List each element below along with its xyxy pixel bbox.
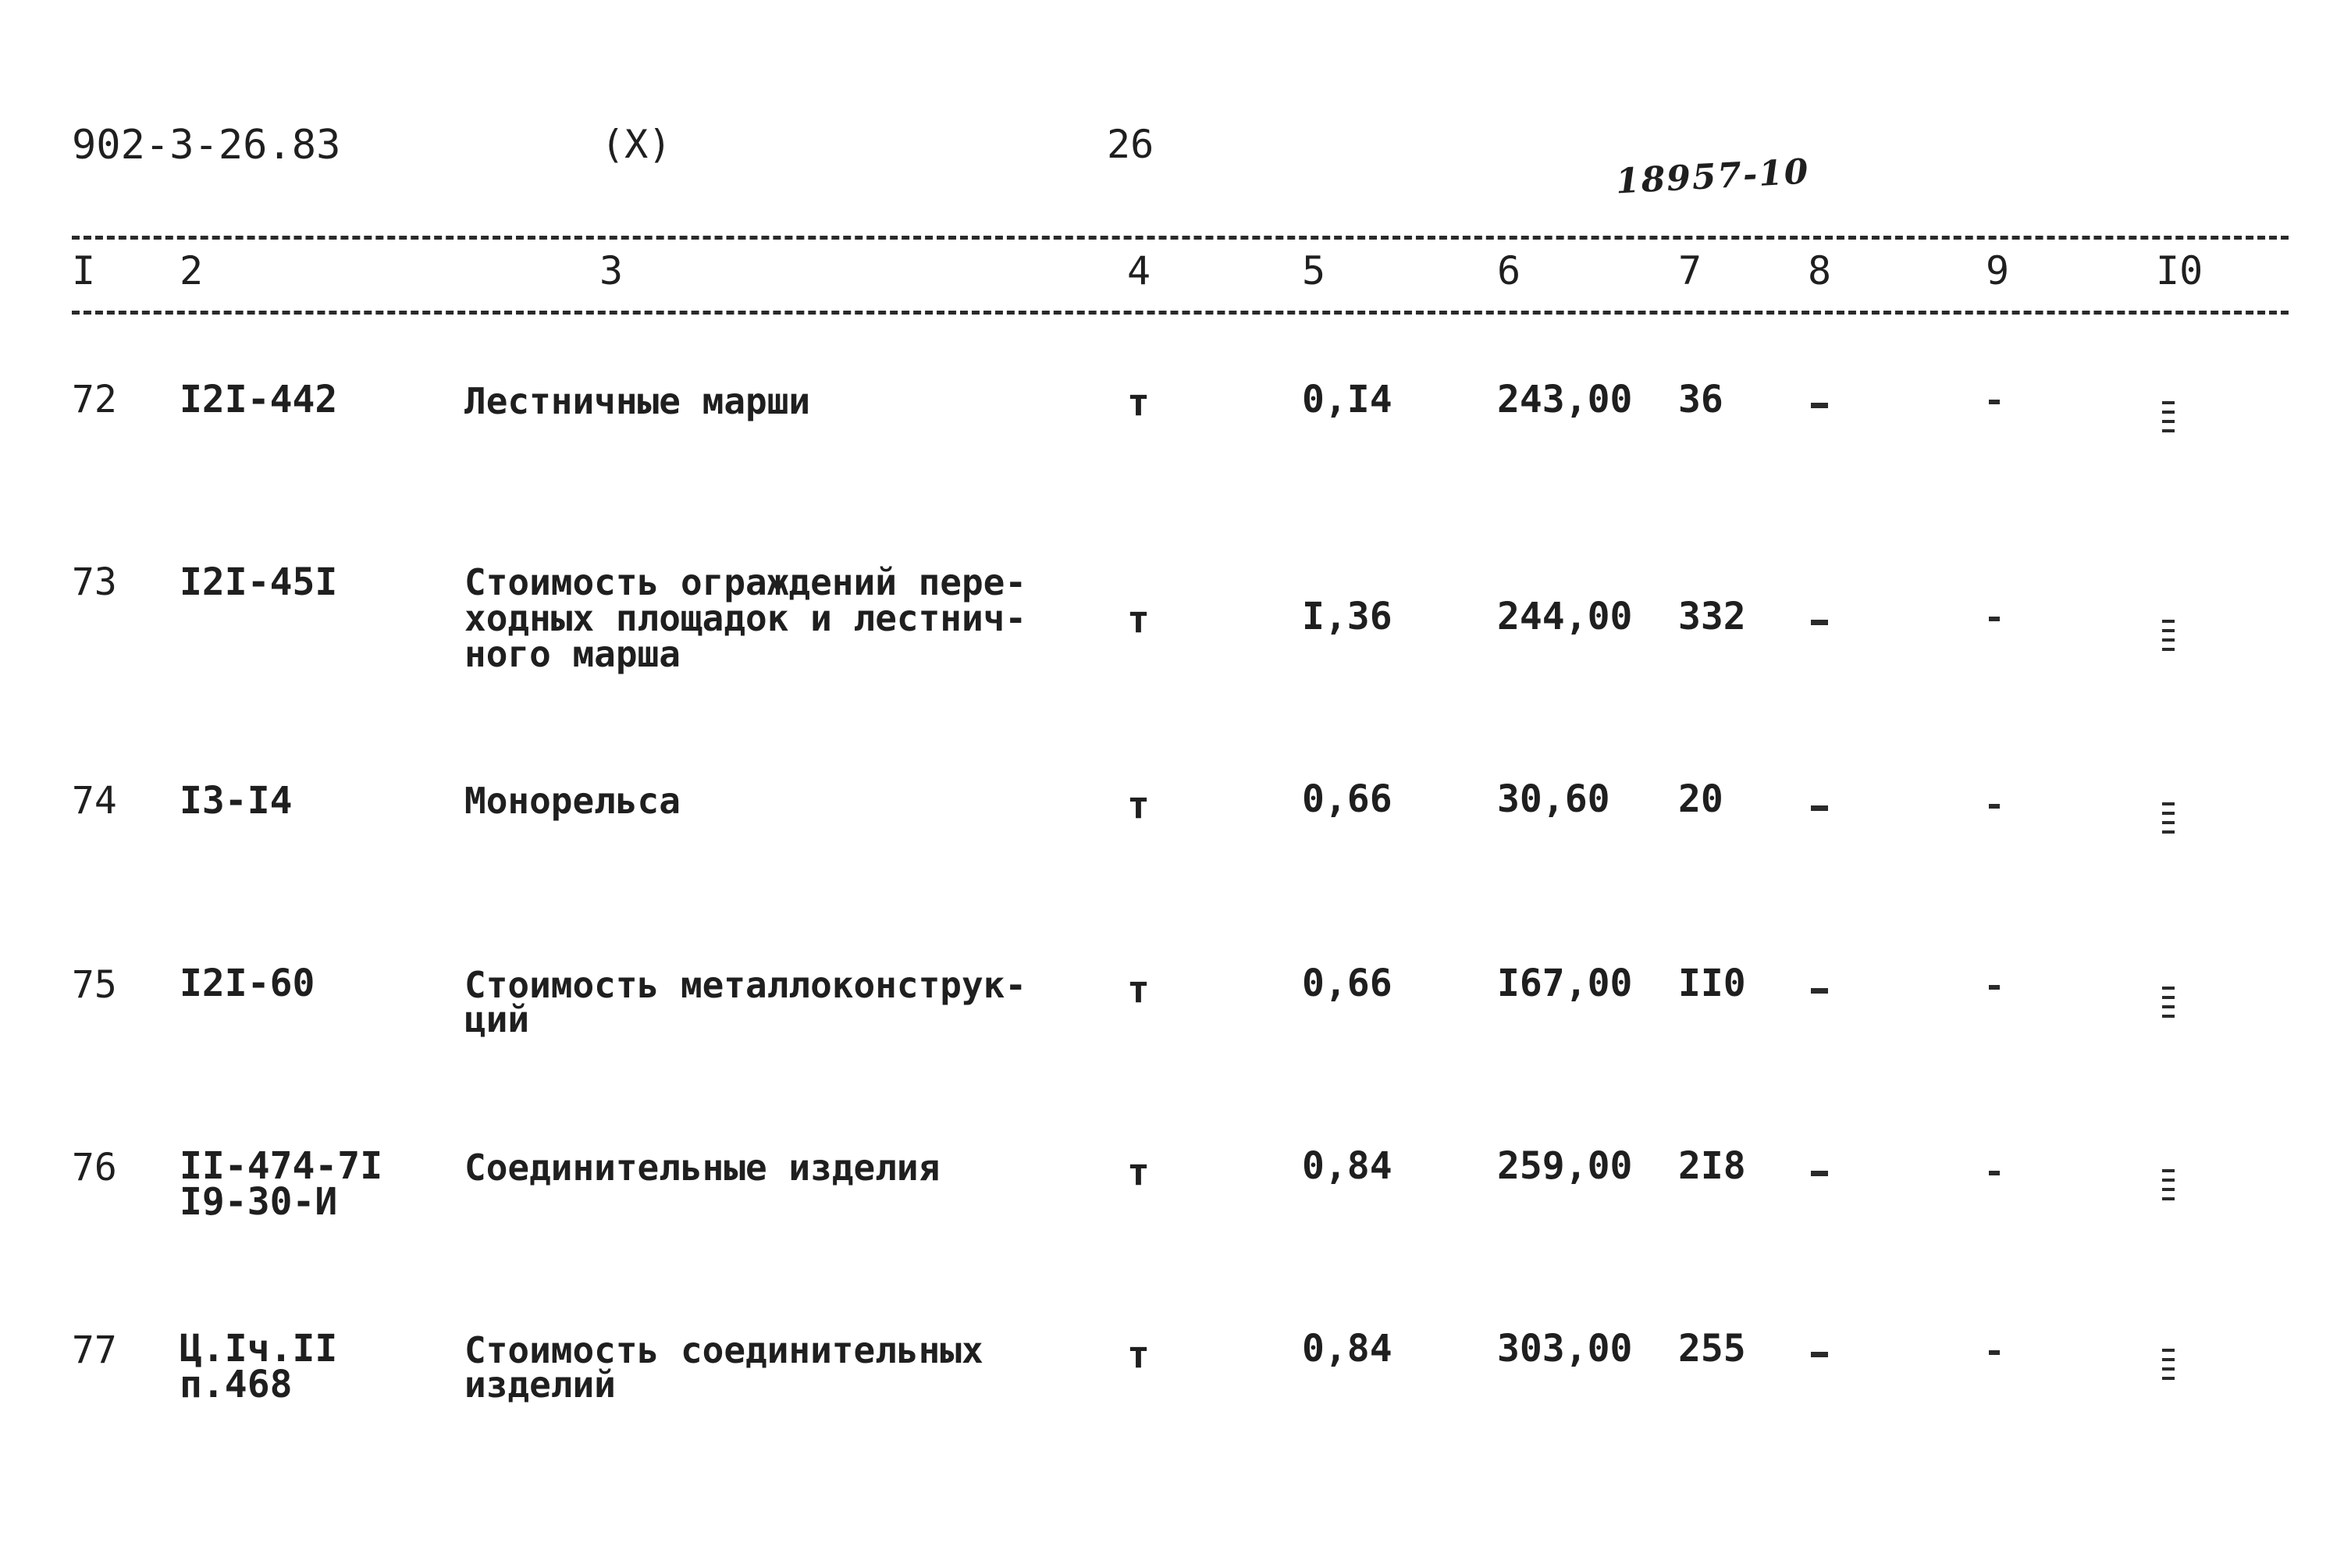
row-74-qty: 0,66 — [1302, 777, 1392, 821]
row-75-col9-dash — [1989, 985, 2000, 990]
row-77-unit: т — [1127, 1333, 1150, 1377]
row-74-unit: т — [1127, 784, 1150, 827]
handwritten-note: 18957-10 — [1614, 151, 1811, 202]
row-73-name-line-1: Стоимость ограждений пере- — [464, 561, 1027, 603]
row-75-col10-mark — [2161, 983, 2176, 1019]
row-76-code-line-2: I9-30-И — [180, 1180, 338, 1224]
row-77-col9-dash — [1989, 1350, 2000, 1355]
row-73-code: I2I-45I — [180, 560, 338, 604]
row-73-name-line-2: ходных площадок и лестнич- — [464, 597, 1027, 639]
row-72-code: I2I-442 — [180, 378, 338, 421]
row-76-code-line-1: II-474-7I — [180, 1144, 383, 1188]
table-rule-top — [72, 236, 2289, 240]
row-73-unit: т — [1127, 598, 1150, 642]
row-74-code: I3-I4 — [180, 779, 293, 823]
row-75-number: 75 — [72, 963, 117, 1007]
row-76-total: 2I8 — [1678, 1144, 1746, 1188]
table-rule-bottom — [72, 311, 2289, 315]
row-72-name: Лестничные марши — [464, 380, 811, 422]
page-number: 26 — [1107, 122, 1154, 167]
row-75-unit: т — [1127, 968, 1150, 1012]
row-73-number: 73 — [72, 560, 117, 604]
row-76-col8-dash — [1811, 1171, 1828, 1176]
column-header-6: 6 — [1497, 248, 1521, 293]
row-72-total: 36 — [1678, 378, 1723, 421]
row-77-number: 77 — [72, 1328, 117, 1372]
row-73-price: 244,00 — [1497, 595, 1633, 638]
row-72-price: 243,00 — [1497, 378, 1633, 421]
row-76-unit: т — [1127, 1150, 1150, 1194]
section-marker: (X) — [601, 122, 672, 167]
row-74-col9-dash — [1989, 804, 2000, 809]
row-75-price: I67,00 — [1497, 962, 1633, 1005]
row-74-total: 20 — [1678, 777, 1723, 821]
column-header-3: 3 — [599, 248, 624, 293]
row-76-col9-dash — [1989, 1171, 2000, 1175]
row-77-name-line-2: изделий — [464, 1364, 616, 1406]
row-74-price: 30,60 — [1497, 777, 1610, 821]
row-73-total: 332 — [1678, 595, 1746, 638]
row-72-col8-dash — [1811, 403, 1828, 408]
column-header-4: 4 — [1127, 248, 1151, 293]
row-76-name: Соединительные изделия — [464, 1147, 941, 1189]
row-72-unit: т — [1127, 381, 1150, 425]
column-header-1: I — [72, 248, 96, 293]
row-72-number: 72 — [72, 378, 117, 421]
row-72-col9-dash — [1989, 400, 2000, 404]
row-74-number: 74 — [72, 779, 117, 823]
row-75-name-line-2: ций — [464, 998, 530, 1040]
column-header-5: 5 — [1302, 248, 1326, 293]
row-76-col10-mark — [2161, 1166, 2176, 1202]
row-72-col10-mark — [2161, 398, 2176, 434]
row-74-col8-dash — [1811, 805, 1828, 811]
row-74-col10-mark — [2161, 799, 2176, 835]
row-76-qty: 0,84 — [1302, 1144, 1392, 1188]
row-77-qty: 0,84 — [1302, 1327, 1392, 1371]
row-76-number: 76 — [72, 1146, 117, 1189]
column-header-8: 8 — [1808, 248, 1832, 293]
row-77-price: 303,00 — [1497, 1327, 1633, 1371]
row-77-col10-mark — [2161, 1346, 2176, 1381]
row-76-price: 259,00 — [1497, 1144, 1633, 1188]
row-77-total: 255 — [1678, 1327, 1746, 1371]
row-77-code-line-1: Ц.Iч.II — [180, 1327, 338, 1371]
row-75-code: I2I-60 — [180, 962, 315, 1005]
row-73-col8-dash — [1811, 620, 1828, 625]
column-header-9: 9 — [1986, 248, 2010, 293]
row-73-col10-mark — [2161, 617, 2176, 652]
column-header-10: I0 — [2156, 248, 2203, 293]
row-77-col8-dash — [1811, 1352, 1828, 1357]
row-73-qty: I,36 — [1302, 595, 1392, 638]
document-code: 902-3-26.83 — [72, 122, 341, 169]
row-75-col8-dash — [1811, 988, 1828, 994]
row-73-col9-dash — [1989, 617, 2000, 621]
row-72-qty: 0,I4 — [1302, 378, 1392, 421]
column-header-2: 2 — [180, 248, 204, 293]
row-75-total: II0 — [1678, 962, 1746, 1005]
row-73-name-line-3: ного марша — [464, 633, 681, 675]
row-75-qty: 0,66 — [1302, 962, 1392, 1005]
row-74-name: Монорельса — [464, 780, 681, 822]
row-75-name-line-1: Стоимость металлоконструк- — [464, 964, 1027, 1006]
row-77-name-line-1: Стоимость соединительных — [464, 1329, 983, 1371]
row-77-code-line-2: п.468 — [180, 1363, 293, 1406]
column-header-7: 7 — [1678, 248, 1702, 293]
